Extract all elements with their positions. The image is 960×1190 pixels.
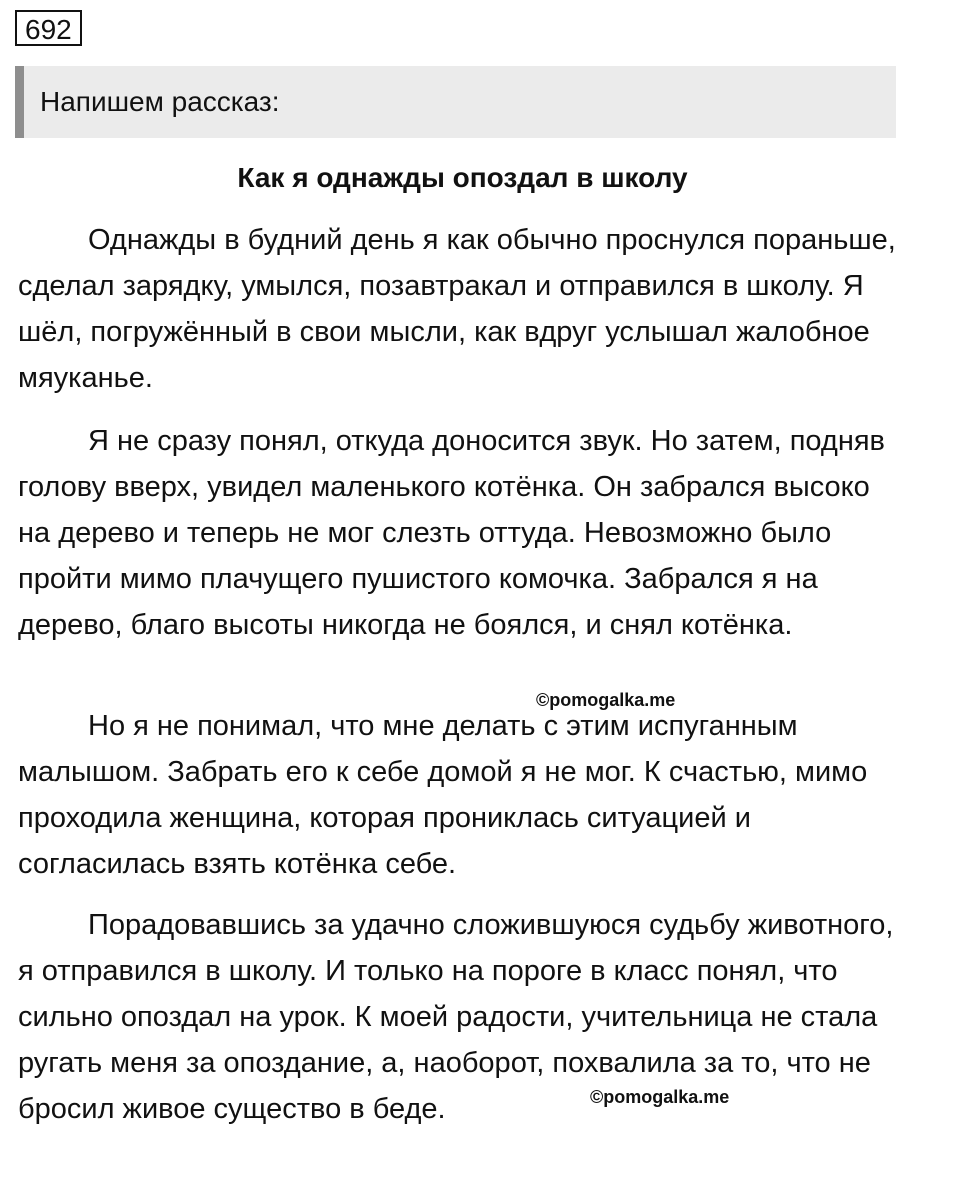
story-paragraph: Порадовавшись за удачно сложившуюся судьбу животного, я отправился в школу. И только на пороге в класс понял, что сильно опоздал на урок. К моей радости, учительница не стала ругать меня за опоздание, а, наоборот, похвалила за то, что не бросил живое существо в беде.: [18, 909, 894, 1125]
story-paragraph: Но я не понимал, что мне делать с этим испуганным малышом. Забрать его к себе домой я не мог. К счастью, мимо проходила женщина, которая прониклась ситуацией и согласилась взять котёнка себе.: [18, 710, 868, 880]
hint-text: Напишем рассказ:: [40, 86, 280, 117]
story-paragraph: Однажды в будний день я как обычно проснулся пораньше, сделал зарядку, умылся, позавтракал и отправился в школу. Я шёл, погружённый в свои мысли, как вдруг услышал жалобное мяуканье.: [18, 224, 896, 394]
hint-box: [15, 66, 896, 138]
task-number: 692: [15, 10, 82, 46]
watermark: ©pomogalka.me: [536, 690, 676, 710]
story-paragraph: Я не сразу понял, откуда доносится звук. Но затем, подняв голову вверх, увидел маленького котёнка. Он забрался высоко на дерево и теперь не мог слезть оттуда. Невозможно было пройти мимо плачущего пушистого комочка. Забрался я на дерево, благо высоты никогда не боялся, и снял котёнка.: [18, 425, 885, 641]
watermark: ©pomogalka.me: [590, 1087, 730, 1107]
story-title: Как я однажды опоздал в школу: [237, 162, 688, 193]
